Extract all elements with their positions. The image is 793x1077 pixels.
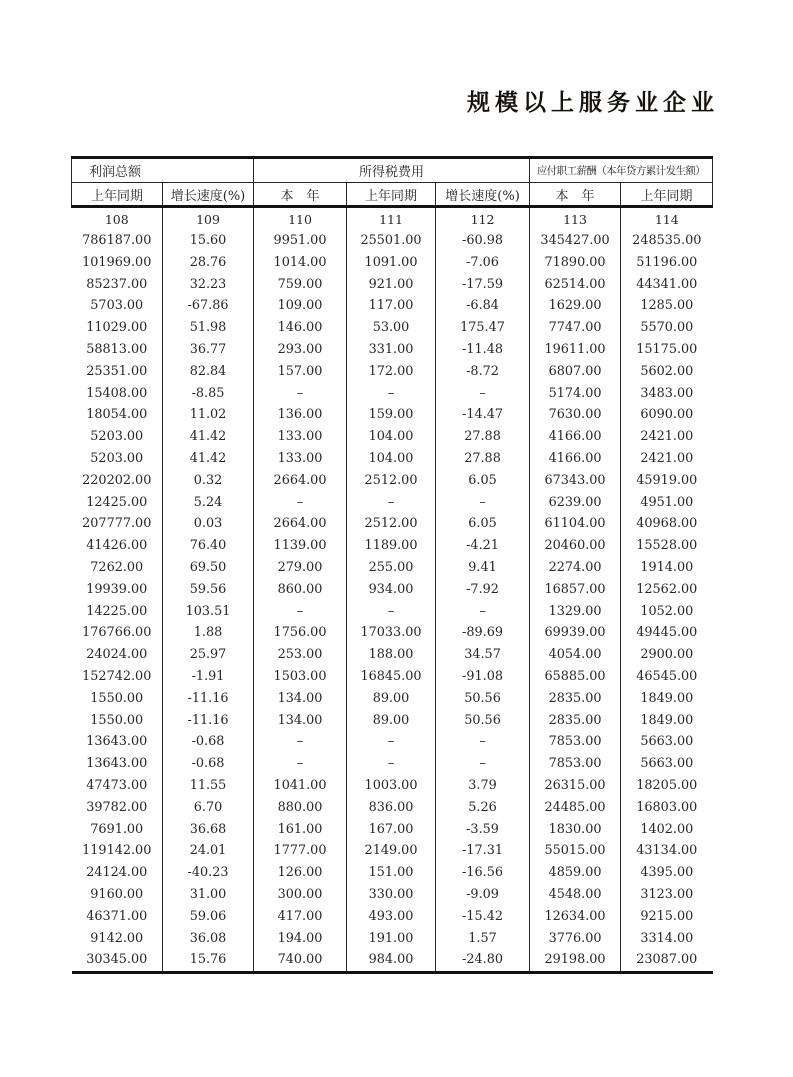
cell: 6.05: [436, 513, 530, 535]
cell: 921.00: [347, 274, 436, 296]
cell: 417.00: [254, 906, 347, 928]
cell: 1.57: [436, 928, 530, 950]
cell: 4859.00: [530, 862, 621, 884]
cell: 331.00: [347, 339, 436, 361]
cell: 45919.00: [636, 472, 698, 488]
table-row: [72, 775, 713, 797]
cell: 984.00: [347, 949, 436, 972]
table-row: [72, 274, 713, 296]
cell: –: [254, 601, 347, 623]
column-code-row: [72, 207, 713, 231]
cell: 1756.00: [254, 622, 347, 644]
cell: 3776.00: [530, 928, 621, 950]
cell: 65885.00: [530, 666, 621, 688]
cell: 1139.00: [254, 535, 347, 557]
cell: -24.80: [436, 949, 530, 972]
cell: 55015.00: [530, 840, 621, 862]
cell: 1189.00: [347, 535, 436, 557]
cell: 32.23: [163, 274, 254, 296]
cell: 89.00: [347, 710, 436, 732]
cell: –: [347, 753, 436, 775]
cell: 152742.00: [72, 666, 163, 688]
cell: 30345.00: [72, 949, 163, 972]
cell: 15.76: [163, 949, 254, 972]
table-row: [72, 557, 713, 579]
cell: 18054.00: [72, 404, 163, 426]
cell: 15175.00: [636, 341, 698, 357]
cell: 27.88: [436, 426, 530, 448]
table-row: [72, 361, 713, 383]
cell: 12425.00: [72, 492, 163, 514]
cell: 2664.00: [254, 470, 347, 492]
cell: 176766.00: [72, 622, 163, 644]
table-row: [72, 535, 713, 557]
cell: 1285.00: [640, 298, 694, 314]
cell: 836.00: [347, 797, 436, 819]
cell: 5663.00: [640, 756, 694, 772]
cell: 18205.00: [636, 777, 698, 793]
cell: 11.55: [163, 775, 254, 797]
cell: 279.00: [254, 557, 347, 579]
cell: 167.00: [347, 819, 436, 841]
cell: 1091.00: [347, 252, 436, 274]
cell: 50.56: [436, 688, 530, 710]
cell: -14.47: [436, 404, 530, 426]
cell: 5.26: [436, 797, 530, 819]
cell: -7.06: [436, 252, 530, 274]
cell: 255.00: [347, 557, 436, 579]
cell: 2421.00: [640, 450, 694, 466]
cell: 493.00: [347, 906, 436, 928]
cell: 89.00: [347, 688, 436, 710]
cell: 3314.00: [640, 930, 694, 946]
group-header-employee-compensation-payable: 应付职工薪酬（本年贷方累计发生额）: [530, 158, 713, 183]
cell: 15528.00: [636, 538, 698, 554]
cell: –: [436, 753, 530, 775]
cell: 11.02: [163, 404, 254, 426]
cell: 248535.00: [632, 233, 702, 248]
cell: 2149.00: [347, 840, 436, 862]
cell: 41426.00: [72, 535, 163, 557]
cell: 759.00: [254, 274, 347, 296]
cell: 104.00: [347, 426, 436, 448]
cell: -4.21: [436, 535, 530, 557]
cell: 117.00: [347, 295, 436, 317]
cell: 36.77: [163, 339, 254, 361]
group-header-total-profit: 利润总额: [72, 158, 254, 183]
table-row: [72, 731, 713, 753]
cell: 23087.00: [636, 952, 698, 968]
cell: –: [254, 492, 347, 514]
cell: -6.84: [436, 295, 530, 317]
cell: -11.48: [436, 339, 530, 361]
cell: 133.00: [254, 426, 347, 448]
cell: 860.00: [254, 579, 347, 601]
cell: 2512.00: [347, 470, 436, 492]
cell: 19611.00: [530, 339, 621, 361]
cell: -67.86: [163, 295, 254, 317]
cell: 5174.00: [530, 383, 621, 405]
table-row: [72, 492, 713, 514]
table-row: [72, 753, 713, 775]
cell: 53.00: [347, 317, 436, 339]
cell: 7630.00: [530, 404, 621, 426]
cell: 31.00: [163, 884, 254, 906]
cell: 6807.00: [530, 361, 621, 383]
table-row: [72, 513, 713, 535]
cell: 76.40: [163, 535, 254, 557]
cell: 46545.00: [636, 668, 698, 684]
cell: 9215.00: [640, 908, 694, 924]
cell: 41.42: [163, 448, 254, 470]
cell: 62514.00: [530, 274, 621, 296]
column-code: 108: [72, 207, 163, 231]
table-row: [72, 470, 713, 492]
cell: 7853.00: [530, 731, 621, 753]
cell: 119142.00: [72, 840, 163, 862]
cell: 58813.00: [72, 339, 163, 361]
cell: 136.00: [254, 404, 347, 426]
cell: 5.24: [163, 492, 254, 514]
cell: 69939.00: [530, 622, 621, 644]
group-header-row: [72, 158, 713, 183]
cell: -0.68: [163, 731, 254, 753]
cell: 39782.00: [72, 797, 163, 819]
cell: 50.56: [436, 710, 530, 732]
cell: 345427.00: [530, 230, 621, 252]
cell: 207777.00: [72, 513, 163, 535]
cell: –: [347, 601, 436, 623]
cell: 25501.00: [347, 230, 436, 252]
cell: 5570.00: [640, 320, 694, 336]
table-row: [72, 797, 713, 819]
cell: 9142.00: [72, 928, 163, 950]
cell: 4054.00: [530, 644, 621, 666]
cell: 1914.00: [640, 559, 694, 575]
cell: 11029.00: [72, 317, 163, 339]
cell: 46371.00: [72, 906, 163, 928]
cell: 19939.00: [72, 579, 163, 601]
cell: 4166.00: [530, 426, 621, 448]
table-row: [72, 317, 713, 339]
cell: 1003.00: [347, 775, 436, 797]
cell: 9.41: [436, 557, 530, 579]
cell: 159.00: [347, 404, 436, 426]
cell: -89.69: [436, 622, 530, 644]
cell: 44341.00: [636, 276, 698, 292]
cell: 7262.00: [72, 557, 163, 579]
cell: 3483.00: [640, 385, 694, 401]
cell: -91.08: [436, 666, 530, 688]
cell: 5663.00: [640, 734, 694, 750]
cell: 109.00: [254, 295, 347, 317]
cell: 134.00: [254, 710, 347, 732]
cell: 104.00: [347, 448, 436, 470]
column-header: 上年同期: [72, 183, 163, 207]
cell: -60.98: [436, 230, 530, 252]
cell: 15.60: [163, 230, 254, 252]
column-code: 114: [654, 211, 679, 227]
cell: 51.98: [163, 317, 254, 339]
cell: -11.16: [163, 710, 254, 732]
cell: –: [254, 753, 347, 775]
column-header: 上年同期: [621, 183, 713, 207]
cell: 9951.00: [254, 230, 347, 252]
cell: 5203.00: [72, 426, 163, 448]
table-row: [72, 644, 713, 666]
column-code: 110: [254, 207, 347, 231]
cell: 16845.00: [347, 666, 436, 688]
cell: 6239.00: [530, 492, 621, 514]
cell: 13643.00: [72, 731, 163, 753]
cell: –: [347, 731, 436, 753]
cell: 293.00: [254, 339, 347, 361]
table-row: [72, 383, 713, 405]
cell: 24024.00: [72, 644, 163, 666]
cell: -15.42: [436, 906, 530, 928]
cell: 188.00: [347, 644, 436, 666]
cell: 59.06: [163, 906, 254, 928]
cell: -0.68: [163, 753, 254, 775]
table-row: [72, 579, 713, 601]
cell: 1849.00: [640, 690, 694, 706]
cell: 29198.00: [530, 949, 621, 972]
cell: 330.00: [347, 884, 436, 906]
cell: 43134.00: [636, 843, 698, 859]
cell: 36.68: [163, 819, 254, 841]
cell: 191.00: [347, 928, 436, 950]
cell: 934.00: [347, 579, 436, 601]
cell: –: [347, 492, 436, 514]
cell: 2835.00: [530, 688, 621, 710]
cell: 6090.00: [640, 407, 694, 423]
cell: 9160.00: [72, 884, 163, 906]
cell: 2900.00: [640, 647, 694, 663]
table-row: [72, 252, 713, 274]
cell: 5602.00: [640, 363, 694, 379]
cell: -3.59: [436, 819, 530, 841]
table-header: [72, 158, 713, 231]
cell: –: [254, 731, 347, 753]
cell: 1503.00: [254, 666, 347, 688]
cell: 41.42: [163, 426, 254, 448]
cell: 59.56: [163, 579, 254, 601]
column-header: 增长速度(%): [163, 183, 254, 207]
cell: 13643.00: [72, 753, 163, 775]
cell: -8.72: [436, 361, 530, 383]
column-code: 113: [530, 207, 621, 231]
cell: -16.56: [436, 862, 530, 884]
cell: -9.09: [436, 884, 530, 906]
cell: 34.57: [436, 644, 530, 666]
cell: 1.88: [163, 622, 254, 644]
cell: -40.23: [163, 862, 254, 884]
table-row: [72, 666, 713, 688]
cell: 3123.00: [640, 886, 694, 902]
cell: 1550.00: [72, 688, 163, 710]
cell: 69.50: [163, 557, 254, 579]
cell: 4166.00: [530, 448, 621, 470]
table-row: [72, 448, 713, 470]
cell: 103.51: [163, 601, 254, 623]
table-body: [72, 230, 713, 973]
column-header: 上年同期: [347, 183, 436, 207]
cell: 85237.00: [72, 274, 163, 296]
cell: 5203.00: [72, 448, 163, 470]
cell: 16857.00: [530, 579, 621, 601]
cell: 15408.00: [72, 383, 163, 405]
cell: 786187.00: [72, 230, 163, 252]
table-row: [72, 862, 713, 884]
cell: -17.59: [436, 274, 530, 296]
cell: 146.00: [254, 317, 347, 339]
cell: 2512.00: [347, 513, 436, 535]
cell: 4548.00: [530, 884, 621, 906]
page-title: 规模以上服务业企业: [467, 89, 719, 116]
table-row: [72, 339, 713, 361]
cell: 157.00: [254, 361, 347, 383]
cell: 25351.00: [72, 361, 163, 383]
cell: 28.76: [163, 252, 254, 274]
cell: 51196.00: [636, 254, 698, 270]
cell: 12562.00: [636, 581, 698, 597]
column-code: 112: [436, 207, 530, 231]
cell: 101969.00: [72, 252, 163, 274]
table-row: [72, 884, 713, 906]
column-header: 本 年: [254, 183, 347, 207]
table-row: [72, 295, 713, 317]
table-row: [72, 840, 713, 862]
table-row: [72, 601, 713, 623]
cell: 47473.00: [72, 775, 163, 797]
column-header-row: [72, 183, 713, 207]
group-header-income-tax-expense: 所得税费用: [254, 158, 530, 183]
table-row: [72, 404, 713, 426]
cell: 67343.00: [530, 470, 621, 492]
cell: -1.91: [163, 666, 254, 688]
cell: 300.00: [254, 884, 347, 906]
cell: 3.79: [436, 775, 530, 797]
cell: 24485.00: [530, 797, 621, 819]
cell: 40968.00: [636, 516, 698, 532]
cell: 6.05: [436, 470, 530, 492]
cell: 49445.00: [636, 625, 698, 641]
table-row: [72, 230, 713, 252]
cell: 7747.00: [530, 317, 621, 339]
table-row: [72, 688, 713, 710]
cell: 1041.00: [254, 775, 347, 797]
cell: 24.01: [163, 840, 254, 862]
cell: 1849.00: [640, 712, 694, 728]
cell: 133.00: [254, 448, 347, 470]
cell: 134.00: [254, 688, 347, 710]
table-row: [72, 819, 713, 841]
cell: 6.70: [163, 797, 254, 819]
statistics-table: [71, 156, 713, 974]
cell: 2421.00: [640, 429, 694, 445]
table-row: [72, 622, 713, 644]
table-row: [72, 710, 713, 732]
cell: 71890.00: [530, 252, 621, 274]
cell: 17033.00: [347, 622, 436, 644]
cell: 12634.00: [530, 906, 621, 928]
table-row: [72, 928, 713, 950]
cell: 1830.00: [530, 819, 621, 841]
cell: 220202.00: [72, 470, 163, 492]
cell: 151.00: [347, 862, 436, 884]
cell: 1014.00: [254, 252, 347, 274]
cell: 20460.00: [530, 535, 621, 557]
cell: 7853.00: [530, 753, 621, 775]
cell: 0.32: [163, 470, 254, 492]
cell: –: [254, 383, 347, 405]
cell: -7.92: [436, 579, 530, 601]
cell: –: [347, 383, 436, 405]
cell: 172.00: [347, 361, 436, 383]
cell: 2274.00: [530, 557, 621, 579]
table-row: [72, 426, 713, 448]
cell: 4951.00: [640, 494, 694, 510]
cell: 740.00: [254, 949, 347, 972]
table-row: [72, 906, 713, 928]
table-row: [72, 949, 713, 972]
cell: -17.31: [436, 840, 530, 862]
cell: 4395.00: [640, 865, 694, 881]
cell: 26315.00: [530, 775, 621, 797]
cell: 0.03: [163, 513, 254, 535]
cell: 161.00: [254, 819, 347, 841]
cell: 126.00: [254, 862, 347, 884]
cell: 175.47: [436, 317, 530, 339]
cell: 5703.00: [72, 295, 163, 317]
cell: 1052.00: [640, 603, 694, 619]
cell: 7691.00: [72, 819, 163, 841]
cell: 1629.00: [530, 295, 621, 317]
cell: 1777.00: [254, 840, 347, 862]
cell: 82.84: [163, 361, 254, 383]
cell: 1329.00: [530, 601, 621, 623]
cell: 2835.00: [530, 710, 621, 732]
column-code: 111: [347, 207, 436, 231]
cell: 36.08: [163, 928, 254, 950]
cell: 14225.00: [72, 601, 163, 623]
cell: 253.00: [254, 644, 347, 666]
cell: -8.85: [163, 383, 254, 405]
cell: –: [436, 731, 530, 753]
cell: –: [436, 492, 530, 514]
cell: 194.00: [254, 928, 347, 950]
column-header: 本 年: [530, 183, 621, 207]
cell: 25.97: [163, 644, 254, 666]
column-code: 109: [163, 207, 254, 231]
cell: 1402.00: [640, 821, 694, 837]
cell: 24124.00: [72, 862, 163, 884]
cell: 880.00: [254, 797, 347, 819]
cell: 2664.00: [254, 513, 347, 535]
cell: –: [436, 383, 530, 405]
cell: -11.16: [163, 688, 254, 710]
cell: 27.88: [436, 448, 530, 470]
cell: 1550.00: [72, 710, 163, 732]
cell: –: [436, 601, 530, 623]
cell: 61104.00: [530, 513, 621, 535]
column-header: 增长速度(%): [436, 183, 530, 207]
cell: 16803.00: [636, 799, 698, 815]
